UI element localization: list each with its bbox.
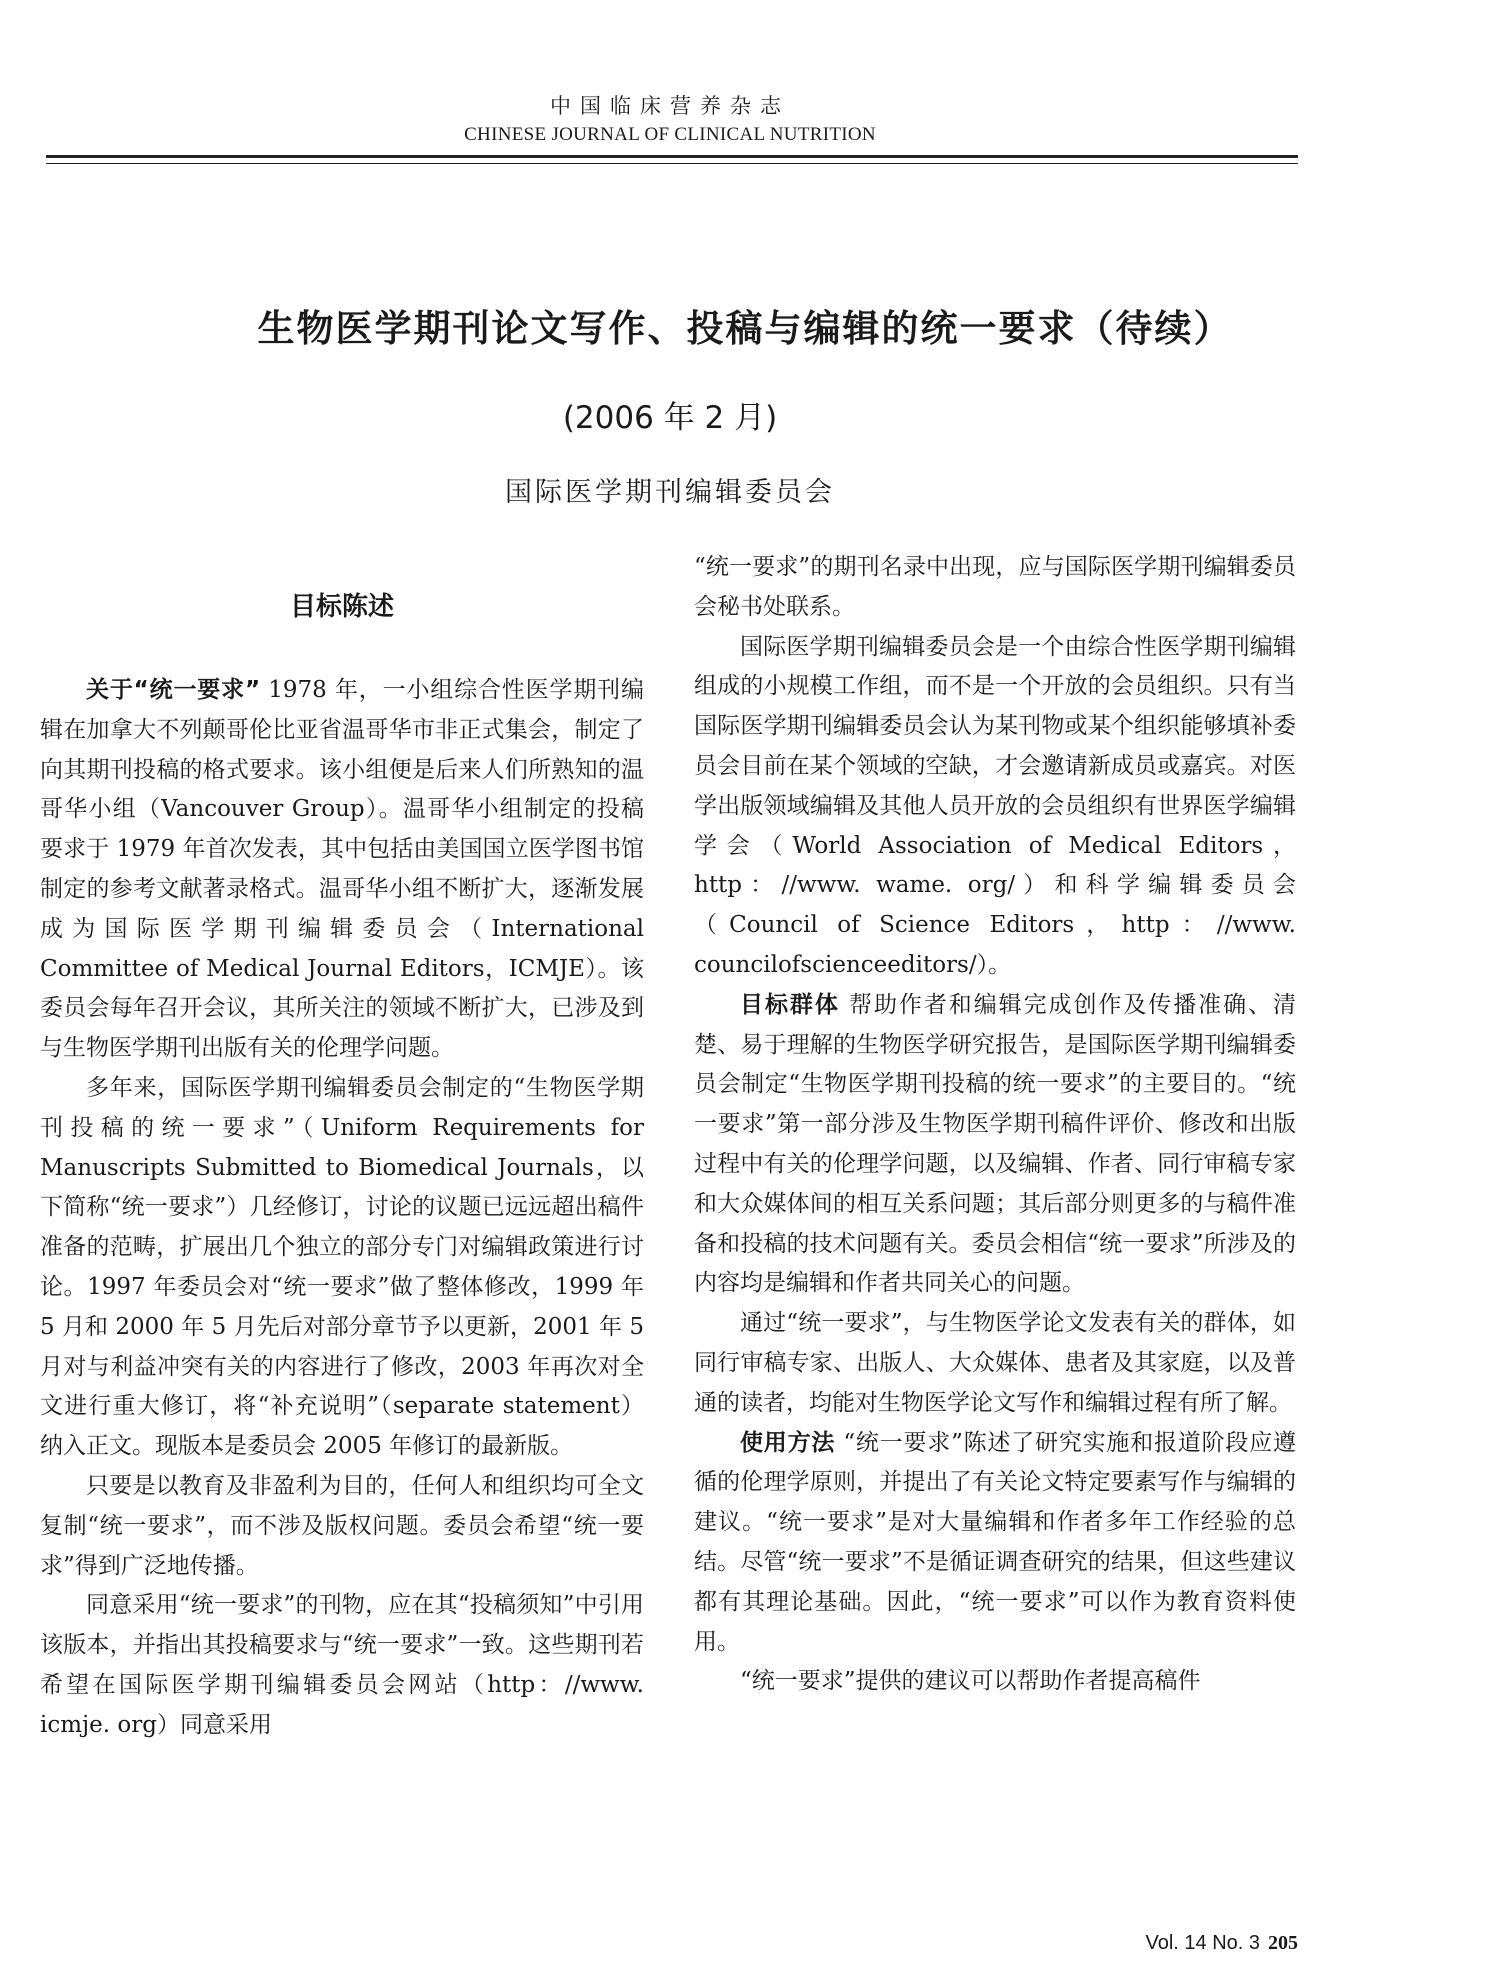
article-title: 生物医学期刊论文写作、投稿与编辑的统一要求（待续）: [257, 307, 1233, 350]
paragraph-text: “统一要求”陈述了研究实施和报道阶段应遵循的伦理学原则，并提出了有关论文特定要素写作与编辑的建议。“统一要求”是对大量编辑和作者多年工作经验的总结。尽管“统一要求”不是循证调查研究的结果，但这些建议都有其理论基础。因此，“统一要求”可以作为教育资料使用。: [694, 1429, 1297, 1655]
paragraph-audience: [694, 986, 1296, 1304]
header-rule-thin: [46, 163, 1298, 164]
right-column: [694, 548, 1296, 1702]
paragraph-groups: 通过“统一要求”，与生物医学论文发表有关的群体，如同行审稿专家、出版人、大众媒体、患者及其家庭，以及普通的读者，均能对生物医学论文写作和编辑过程有所了解。: [694, 1310, 1296, 1416]
paragraph-adoption: 同意采用“统一要求”的刊物，应在其“投稿须知”中引用该版本，并指出其投稿要求与“统一要求”一致。这些期刊若希望在国际医学期刊编辑委员会网站（http：//www. icmje. org）同意采用: [40, 1592, 644, 1738]
page-number: 205: [1268, 1932, 1298, 1954]
paragraph-history: 多年来，国际医学期刊编辑委员会制定的“生物医学期刊投稿的统一要求”（Uniform Requirements for Manuscripts Submitted to Biomedical Journals，以下简称“统一要求”）几经修订，讨论的议题已远远超出稿件准备的范畴，扩展出几个独立的部分专门对编辑政策进行讨论。1997 年委员会对“统一要求”做了整体修改，1999 年 5 月和 2000 年 5 月先后对部分章节予以更新，2001 年 5 月对与利益冲突有关的内容进行了修改，2003 年再次对全文进行重大修订，将“补充说明”（separate statement）纳入正文。现版本是委员会 2005 年修订的最新版。: [40, 1074, 644, 1460]
journal-name-english: CHINESE JOURNAL OF CLINICAL NUTRITION: [464, 124, 876, 145]
paragraph-text: 1978 年，一小组综合性医学期刊编辑在加拿大不列颠哥伦比亚省温哥华市非正式集会，制定了向其期刊投稿的格式要求。该小组便是后来人们所熟知的温哥华小组（Vancouver Group）。温哥华小组制定的投稿要求于 1979 年首次发表，其中包括由美国国立医学图书馆制定的参考文献著录格式。温哥华小组不断扩大，逐渐发展成为国际医学期刊编辑委员会（International Committee of Medical Journal Editors，ICMJE）。该委员会每年召开会议，其所关注的领域不断扩大，已涉及到与生物医学期刊出版有关的伦理学问题。: [40, 677, 645, 1062]
paragraph-copyright: 只要是以教育及非盈利为目的，任何人和组织均可全文复制“统一要求”，而不涉及版权问题。委员会希望“统一要求”得到广泛地传播。: [40, 1472, 644, 1579]
volume-issue: Vol. 14 No. 3: [1145, 1932, 1260, 1954]
article-date: (2006 年 2 月): [562, 400, 778, 436]
paragraph-committee: 国际医学期刊编辑委员会是一个由综合性医学期刊编辑组成的小规模工作组，而不是一个开放的会员组织。只有当国际医学期刊编辑委员会认为某刊物或某个组织能够填补委员会目前在某个领域的空缺，才会邀请新成员或嘉宾。对医学出版领域编辑及其他人员开放的会员组织有世界医学编辑学会（World Association of Medical Editors，http：//www. wame. org/）和科学编辑委员会（Council of Science Editors，http：//www. councilofscienceeditors/）。: [694, 633, 1296, 978]
paragraph-about: [40, 671, 644, 1069]
paragraph-lead: 使用方法: [740, 1429, 836, 1456]
journal-name-chinese: 中国临床营养杂志: [550, 94, 790, 118]
paragraph-usage: [694, 1424, 1296, 1663]
header-rule-thick: [46, 155, 1298, 158]
left-column: [40, 545, 644, 1746]
paragraph-lead: 目标群体: [740, 991, 840, 1018]
article-organization: 国际医学期刊编辑委员会: [505, 477, 835, 508]
paragraph-text: 帮助作者和编辑完成创作及传播准确、清楚、易于理解的生物医学研究报告，是国际医学期刊编辑委员会制定“生物医学期刊投稿的统一要求”的主要目的。“统一要求”第一部分涉及生物医学期刊稿件评价、修改和出版过程中有关的伦理学问题，以及编辑、作者、同行审稿专家和大众媒体间的相互关系问题；其后部分则更多的与稿件准备和投稿的技术问题有关。委员会相信“统一要求”所涉及的内容均是编辑和作者共同关心的问题。: [694, 991, 1297, 1297]
section-heading: 目标陈述: [289, 592, 394, 622]
paragraph-continued: “统一要求”的期刊名录中出现，应与国际医学期刊编辑委员会秘书处联系。: [694, 554, 1296, 620]
paragraph-lead: 关于“统一要求”: [86, 677, 261, 703]
page-footer: [1145, 1932, 1298, 1955]
paragraph-recommendations: “统一要求”提供的建议可以帮助作者提高稿件: [740, 1668, 1201, 1695]
